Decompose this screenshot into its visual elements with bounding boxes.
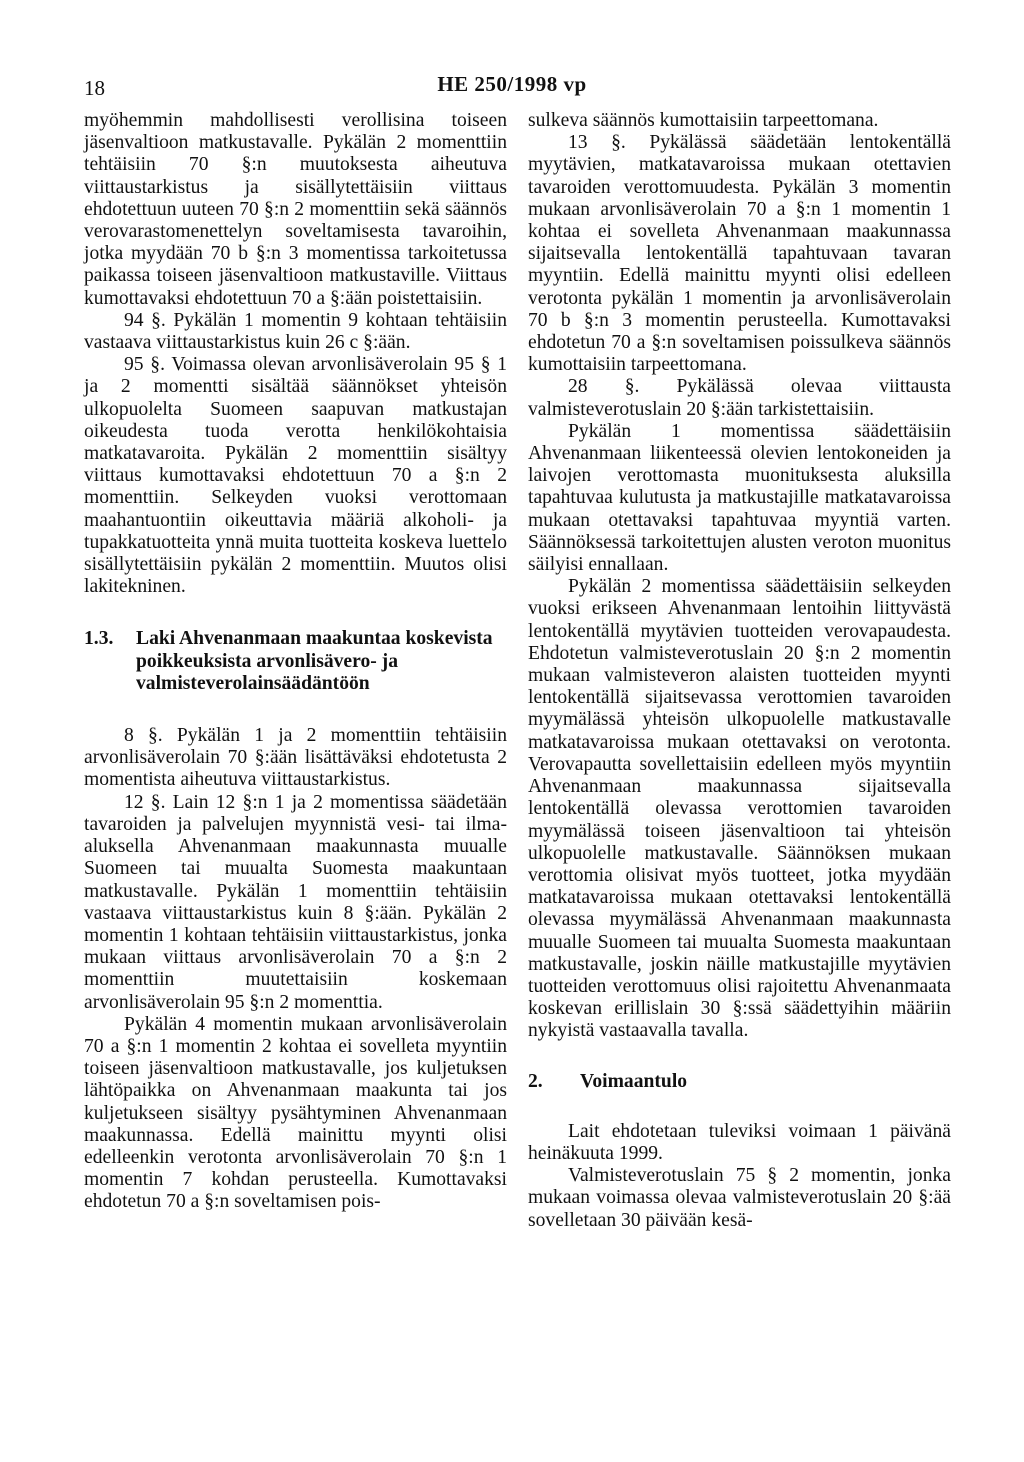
paragraph: 28 §. Pykälässä olevaa viittausta valmisteverotuslain 20 §:ään tarkistettaisiin.: [528, 376, 951, 420]
running-title: HE 250/1998 vp: [437, 72, 587, 96]
section-title: Voimaantulo: [580, 1070, 688, 1092]
paragraph: Valmisteverotuslain 75 § 2 momentin, jonka mukaan voimassa olevaa valmisteverotuslain 20 §:ää sovelletaan 30 päivään kesä-: [528, 1165, 951, 1231]
section-number: 2.: [528, 1070, 543, 1092]
section-number: 1.3.: [84, 628, 114, 650]
paragraph: Lait ehdotetaan tuleviksi voimaan 1 päivänä heinäkuuta 1999.: [528, 1120, 951, 1164]
section-heading: [84, 628, 507, 695]
page-number: 18: [84, 76, 105, 100]
right-column: [528, 110, 951, 1232]
paragraph: 94 §. Pykälän 1 momentin 9 kohtaan tehtäisiin vastaava viittaustarkistus kuin 26 c §:ään.: [84, 309, 507, 354]
paragraph: Pykälän 4 momentin mukaan arvonlisäverolain 70 a §:n 1 momentin 2 kohtaa ei sovelleta myyntiin toiseen jäsenvaltioon matkustavalle, jos kuljetuksen lähtöpaikka on Ahvenanmaan maakunta tai jos kuljetukseen sisältyy pysähtyminen Ahvenanmaan maakunnassa. Edellä mainittu myynti olisi edelleenkin verotonta arvonlisäverolain 70 §:n 1 momentin 7 kohdan perusteella. Kumottavaksi ehdotetun 70 a §:n soveltamisen pois-: [84, 1013, 507, 1213]
paragraph: Pykälän 2 momentissa säädettäisiin selkeyden vuoksi erikseen Ahvenanmaan lentoihin liittyvästä lentokentällä myytävien tuotteiden verovapaudesta. Ehdotetun valmisteverotuslain 20 §:n 2 momentin mukaan valmisteveron alaisten tuotteiden myynti lentokentällä sijaitsevassa verottomien tavaroiden myymälässä yhteisön ulkopuolelle matkustavalle matkatavaroissa mukaan otettavaksi on verotonta. Verovapautta sovellettaisiin edelleen myös myyntiin Ahvenanmaan maakunnassa sijaitsevalla lentokentällä olevassa verottomien tavaroiden myymälässä toiseen jäsenvaltioon tai yhteisön ulkopuolelle matkustavalle. Säännöksen mukaan verottomia olisivat myös tuotteet, jotka myydään matkatavaroissa mukaan otettavaksi lentokentällä olevassa myymälässä Ahvenanmaan maakunnasta muualle Suomeen tai muualta Suomesta maakuntaan matkustavalle, joskin näille matkustajille myytävien tuotteiden verottomuus olisi rajoitettu Ahvenanmaata koskevan erillislain 30 §:ssä säädettyihin määriin nykyistä vastaavalla tavalla.: [528, 576, 951, 1042]
section-heading: [528, 1071, 951, 1093]
left-column: [84, 110, 507, 1214]
section-title: Laki Ahvenanmaan maakuntaa koskevista poikkeuksista arvonlisävero- ja valmisteverolainsäädäntöön: [136, 628, 493, 694]
paragraph: myöhemmin mahdollisesti verollisina toiseen jäsenvaltioon matkustavalle. Pykälän 2 momenttiin tehtäisiin 70 §:n muutoksesta aiheutuva viittaustarkistus ja sisällytettäisiin viittaus ehdotettuun uuteen 70 §:n 2 momenttiin sekä säännös verovarastomenettelyn soveltamisesta tavaroihin, jotka myydään 70 b §:n 3 momentissa tarkoitetussa paikassa toiseen jäsenvaltioon matkustaville. Viittaus kumottavaksi ehdotettuun 70 a §:ään poistettaisiin.: [84, 110, 507, 309]
paragraph: 95 §. Voimassa olevan arvonlisäverolain 95 § 1 ja 2 momentti sisältää säännökset yhteisön ulkopuolelta Suomeen saapuvan matkustajan oikeudesta tuoda verotta henkilökohtaisia matkatavaroita. Pykälän 2 momenttiin sisältyy viittaus kumottavaksi ehdotettuun 70 a §:n 2 momenttiin. Selkeyden vuoksi verottomaan maahantuontiin oikeuttavia määriä alkoholi- ja tupakkatuotteita ynnä muita tuotteita koskeva luettelo sisällytettäisiin pykälän 2 momenttiin. Muutos olisi lakitekninen.: [84, 354, 507, 598]
paragraph: Pykälän 1 momentissa säädettäisiin Ahvenanmaan liikenteessä olevien lentokoneiden ja laivojen verottomasta muonituksesta aluksilla tapahtuvaa kulutusta ja matkustajille matkatavaroissa mukaan otettavaksi tapahtuvaa myyntiä varten. Säännöksessä tarkoitettujen alusten veroton muonitus säilyisi ennallaan.: [528, 420, 951, 576]
paragraph: 13 §. Pykälässä säädetään lentokentällä myytävien, matkatavaroissa mukaan otettavien tavaroiden verottomuudesta. Pykälän 3 momentin mukaan arvonlisäverolain 70 a §:n 1 momentin 1 kohtaa ei sovelleta Ahvenanmaan maakunnassa sijaitsevalla lentokentällä tapahtuvaan tavaran myyntiin. Edellä mainittu myynti olisi edelleen verotonta pykälän 1 momentin ja arvonlisäverolain 70 b §:n 3 momentin perusteella. Kumottavaksi ehdotetun 70 a §:n soveltamisen poissulkeva säännös kumottaisiin tarpeettomana.: [528, 132, 951, 376]
paragraph: sulkeva säännös kumottaisiin tarpeettomana.: [528, 110, 879, 131]
paragraph: 8 §. Pykälän 1 ja 2 momenttiin tehtäisiin arvonlisäverolain 70 §:ään lisättäväksi ehdotetusta 2 momentista aiheutuva viittaustarkistus.: [84, 725, 507, 791]
paragraph: 12 §. Lain 12 §:n 1 ja 2 momentissa säädetään tavaroiden ja palvelujen myynnistä vesi- tai ilma-aluksella Ahvenanmaan maakunnasta muualle Suomeen tai muualta Suomesta maakuntaan matkustavalle. Pykälän 1 momenttiin tehtäisiin vastaava viittaustarkistus kuin 8 §:ään. Pykälän 2 momentin 1 kohtaan tehtäisiin viittaustarkistus, jonka mukaan viittaus arvonlisäverolain 70 a §:n 2 momenttiin muutettaisiin koskemaan arvonlisäverolain 95 §:n 2 momenttia.: [84, 791, 507, 1013]
